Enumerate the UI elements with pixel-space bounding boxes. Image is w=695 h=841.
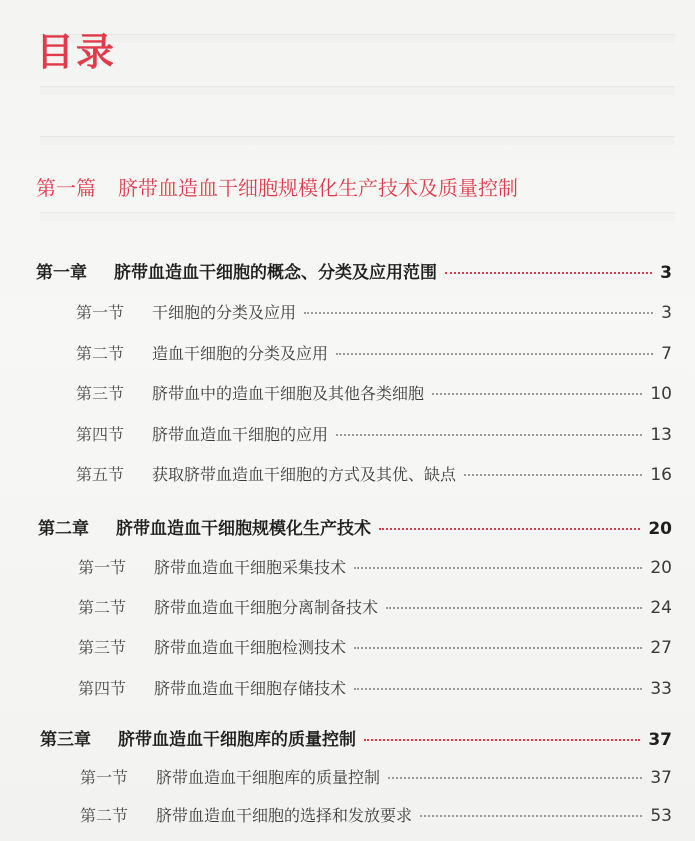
dot-leader [388, 776, 642, 779]
chapter-title: 脐带血造血干细胞的概念、分类及应用范围 [114, 263, 437, 283]
dot-leader [420, 814, 642, 817]
section-title: 干细胞的分类及应用 [152, 303, 297, 322]
section-page-number: 33 [650, 679, 672, 699]
section-page-number: 13 [650, 425, 672, 445]
dot-leader [432, 392, 642, 395]
section-number: 第三节 [78, 638, 127, 657]
section-number: 第三节 [76, 384, 125, 403]
dot-leader [304, 311, 653, 314]
section-page-number: 20 [650, 558, 672, 578]
section-title: 脐带血造血干细胞存储技术 [154, 679, 347, 698]
section-number: 第四节 [78, 679, 127, 698]
section-page-number: 53 [650, 806, 672, 826]
section-entry[interactable] [76, 462, 672, 485]
part-number: 第一篇 [36, 176, 96, 200]
part-title: 脐带血造血干细胞规模化生产技术及质量控制 [118, 176, 518, 200]
section-entry[interactable] [76, 381, 672, 404]
page-title: 目录 [36, 30, 117, 74]
section-entry[interactable] [76, 300, 672, 323]
chapter-number: 第二章 [38, 519, 89, 539]
dot-leader [464, 473, 642, 476]
dot-leader [445, 271, 652, 274]
section-page-number: 10 [650, 384, 672, 404]
show-through-line [40, 86, 675, 95]
chapter-page-number: 37 [648, 730, 672, 750]
chapter-entry[interactable] [36, 258, 672, 283]
show-through-line [40, 136, 675, 145]
section-title: 脐带血造血干细胞采集技术 [154, 558, 347, 577]
section-page-number: 16 [650, 465, 672, 485]
section-entry[interactable] [78, 555, 672, 578]
chapter-page-number: 3 [660, 263, 672, 283]
show-through-line [40, 212, 675, 221]
show-through-line [40, 34, 675, 43]
section-title: 获取脐带血造血干细胞的方式及其优、缺点 [152, 465, 457, 484]
section-entry[interactable] [78, 676, 672, 699]
section-entry[interactable] [78, 595, 672, 618]
section-entry[interactable] [76, 422, 672, 445]
section-number: 第五节 [76, 465, 125, 484]
section-page-number: 24 [650, 598, 672, 618]
section-number: 第一节 [80, 768, 129, 787]
chapter-title: 脐带血造血干细胞库的质量控制 [118, 730, 356, 750]
section-number: 第二节 [80, 806, 129, 825]
chapter-title: 脐带血造血干细胞规模化生产技术 [116, 519, 371, 539]
section-title: 脐带血造血干细胞的应用 [152, 425, 329, 444]
section-page-number: 27 [650, 638, 672, 658]
part-heading [36, 174, 518, 202]
section-number: 第一节 [78, 558, 127, 577]
section-entry[interactable] [80, 803, 672, 826]
section-entry[interactable] [78, 635, 672, 658]
section-entry[interactable] [80, 765, 672, 788]
dot-leader [354, 687, 642, 690]
section-number: 第二节 [78, 598, 127, 617]
chapter-entry[interactable] [40, 725, 672, 750]
chapter-entry[interactable] [38, 514, 672, 539]
dot-leader [379, 527, 640, 530]
section-entry[interactable] [76, 341, 672, 364]
section-title: 脐带血造血干细胞的选择和发放要求 [156, 806, 413, 825]
section-number: 第一节 [76, 303, 125, 322]
chapter-number: 第一章 [36, 263, 87, 283]
chapter-page-number: 20 [648, 519, 672, 539]
section-title: 脐带血造血干细胞检测技术 [154, 638, 347, 657]
dot-leader [364, 738, 640, 741]
dot-leader [336, 352, 653, 355]
section-number: 第二节 [76, 344, 125, 363]
section-number: 第四节 [76, 425, 125, 444]
dot-leader [336, 433, 642, 436]
section-title: 造血干细胞的分类及应用 [152, 344, 329, 363]
section-title: 脐带血中的造血干细胞及其他各类细胞 [152, 384, 425, 403]
section-title: 脐带血造血干细胞分离制备技术 [154, 598, 379, 617]
section-page-number: 37 [650, 768, 672, 788]
dot-leader [386, 606, 642, 609]
dot-leader [354, 566, 642, 569]
section-page-number: 7 [661, 344, 672, 364]
section-title: 脐带血造血干细胞库的质量控制 [156, 768, 381, 787]
chapter-number: 第三章 [40, 730, 91, 750]
dot-leader [354, 646, 642, 649]
section-page-number: 3 [661, 303, 672, 323]
